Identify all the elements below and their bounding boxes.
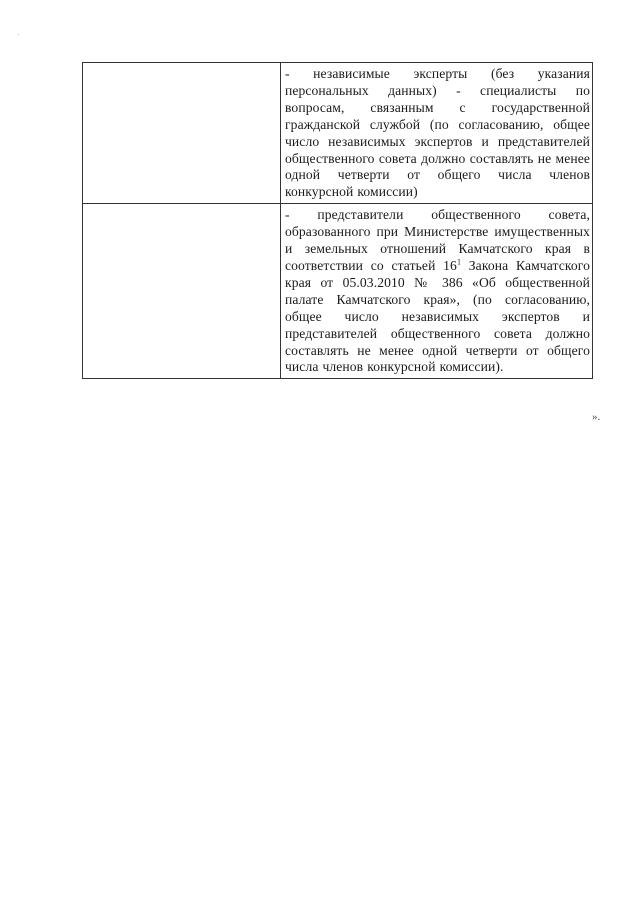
table-row (83, 204, 593, 379)
table-cell-left (83, 63, 281, 204)
commission-table (82, 62, 593, 379)
public-council-text-part1: - представители общественного совета, образованного при Министерстве имущественных и земельных отношений Камчатского края в соответствии со статьей 16 (285, 207, 590, 273)
article-superscript: 1 (456, 257, 462, 267)
table-cell-left (83, 204, 281, 379)
independent-experts-text: - независимые эксперты (без указания персональных данных) - специалисты по вопросам, связанным с государственной гражданской службой (по согласованию, общее число независимых экспертов и представителей общественного совета должно составлять не менее одной четверти от общего числа членов конкурсной комиссии) (285, 66, 590, 200)
closing-quote-mark: ». (592, 411, 601, 423)
public-council-text (285, 207, 590, 376)
table-row (83, 63, 593, 204)
public-council-text-part2: Закона Камчатского края от 05.03.2010 № 386 «Об общественной палате Камчатского края», (по согласованию, общее число независимых экспертов и представителей общественного совета должно составлять не менее одной четверти от общего числа членов конкурсной комиссии). (285, 257, 590, 375)
table-cell-right (281, 63, 593, 204)
scan-speck (18, 34, 19, 35)
table-cell-right (281, 204, 593, 379)
